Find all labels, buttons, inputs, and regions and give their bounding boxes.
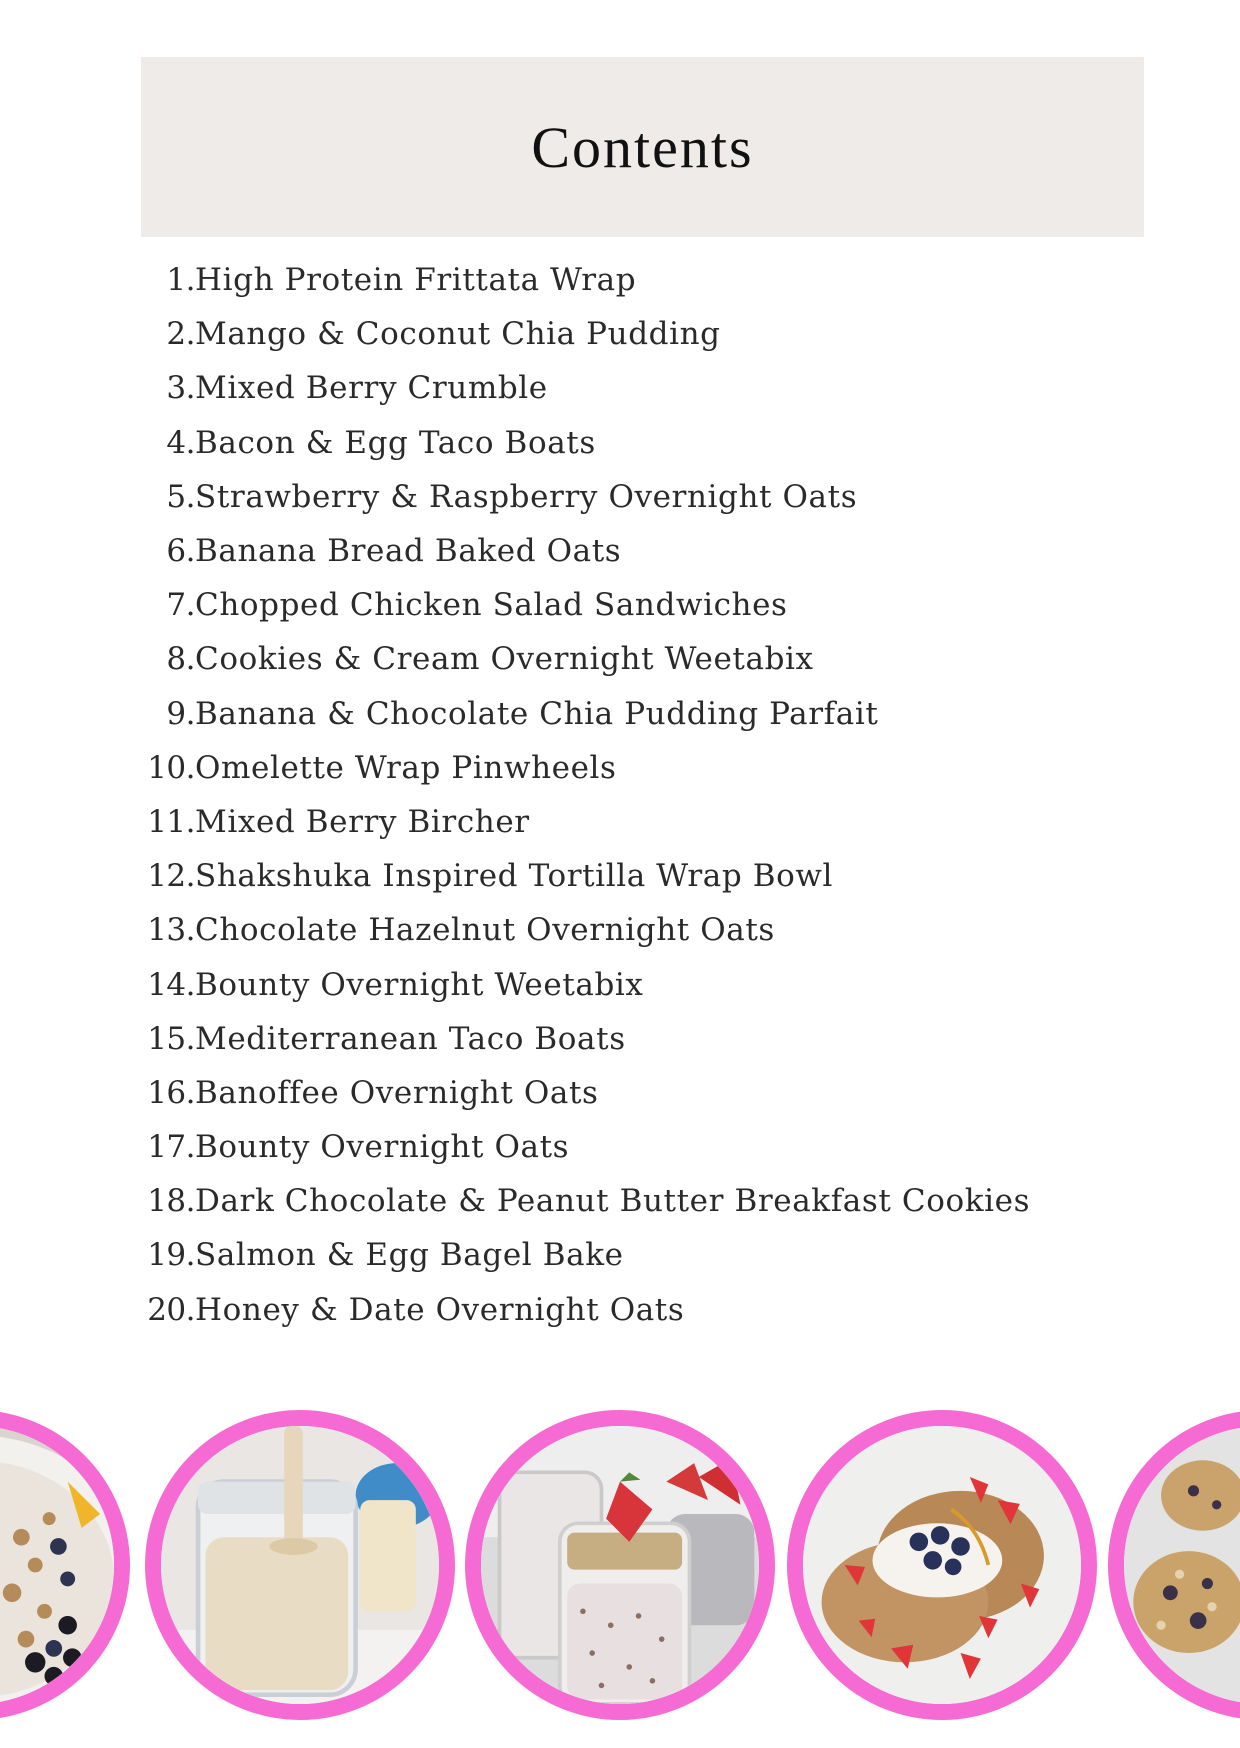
item-label: Mixed Berry Crumble (195, 370, 548, 407)
item-number: 13. (147, 912, 195, 949)
photo-strip (0, 1410, 1240, 1730)
item-label: Bacon & Egg Taco Boats (195, 424, 596, 461)
list-item[interactable] (140, 1283, 1140, 1337)
item-number: 2. (166, 316, 195, 353)
list-item[interactable] (140, 578, 1140, 632)
list-item[interactable] (140, 361, 1140, 415)
list-item[interactable] (140, 307, 1140, 361)
list-item[interactable] (140, 1174, 1140, 1228)
list-item[interactable] (140, 687, 1140, 741)
page-title: Contents (531, 114, 754, 180)
milk-jar-pour-photo (145, 1410, 455, 1720)
item-label: Mediterranean Taco Boats (195, 1020, 626, 1057)
item-number: 9. (166, 695, 195, 732)
list-item[interactable] (140, 470, 1140, 524)
blueberry-oat-cookies-photo (1108, 1410, 1240, 1720)
item-label: Bounty Overnight Oats (195, 1129, 570, 1166)
item-label: Honey & Date Overnight Oats (195, 1291, 685, 1328)
list-item[interactable] (140, 632, 1140, 686)
item-label: Cookies & Cream Overnight Weetabix (195, 641, 814, 678)
item-label: Dark Chocolate & Peanut Butter Breakfast Cookies (195, 1183, 1031, 1220)
list-item[interactable] (140, 957, 1140, 1011)
item-number: 17. (147, 1129, 195, 1166)
item-label: Banoffee Overnight Oats (195, 1074, 599, 1111)
berry-granola-bowl-photo (0, 1410, 130, 1720)
contents-list (140, 253, 1140, 1337)
item-label: Salmon & Egg Bagel Bake (195, 1237, 624, 1274)
item-number: 14. (147, 966, 195, 1003)
item-number: 7. (166, 587, 195, 624)
item-label: Mango & Coconut Chia Pudding (195, 316, 721, 353)
list-item[interactable] (140, 1012, 1140, 1066)
item-number: 1. (166, 262, 195, 299)
item-number: 8. (166, 641, 195, 678)
item-label: Chocolate Hazelnut Overnight Oats (195, 912, 775, 949)
item-label: Chopped Chicken Salad Sandwiches (195, 587, 788, 624)
french-toast-berries-photo (787, 1410, 1097, 1720)
item-number: 11. (147, 803, 195, 840)
item-number: 3. (166, 370, 195, 407)
list-item[interactable] (140, 1066, 1140, 1120)
item-label: Mixed Berry Bircher (195, 803, 530, 840)
item-label: Shakshuka Inspired Tortilla Wrap Bowl (195, 858, 834, 895)
contents-header (141, 57, 1144, 237)
item-number: 5. (166, 478, 195, 515)
item-number: 16. (147, 1074, 195, 1111)
item-number: 20. (147, 1291, 195, 1328)
list-item[interactable] (140, 795, 1140, 849)
list-item[interactable] (140, 416, 1140, 470)
item-label: Bounty Overnight Weetabix (195, 966, 644, 1003)
list-item[interactable] (140, 253, 1140, 307)
item-label: High Protein Frittata Wrap (195, 262, 637, 299)
list-item[interactable] (140, 741, 1140, 795)
item-label: Banana & Chocolate Chia Pudding Parfait (195, 695, 879, 732)
item-label: Omelette Wrap Pinwheels (195, 749, 617, 786)
item-number: 18. (147, 1183, 195, 1220)
item-number: 10. (147, 749, 195, 786)
strawberry-overnight-oats-photo (465, 1410, 775, 1720)
item-number: 6. (166, 533, 195, 570)
list-item[interactable] (140, 1228, 1140, 1282)
item-number: 19. (147, 1237, 195, 1274)
item-label: Strawberry & Raspberry Overnight Oats (195, 478, 858, 515)
list-item[interactable] (140, 903, 1140, 957)
item-number: 4. (166, 424, 195, 461)
list-item[interactable] (140, 849, 1140, 903)
item-number: 12. (147, 858, 195, 895)
item-label: Banana Bread Baked Oats (195, 533, 622, 570)
list-item[interactable] (140, 524, 1140, 578)
list-item[interactable] (140, 1120, 1140, 1174)
item-number: 15. (147, 1020, 195, 1057)
